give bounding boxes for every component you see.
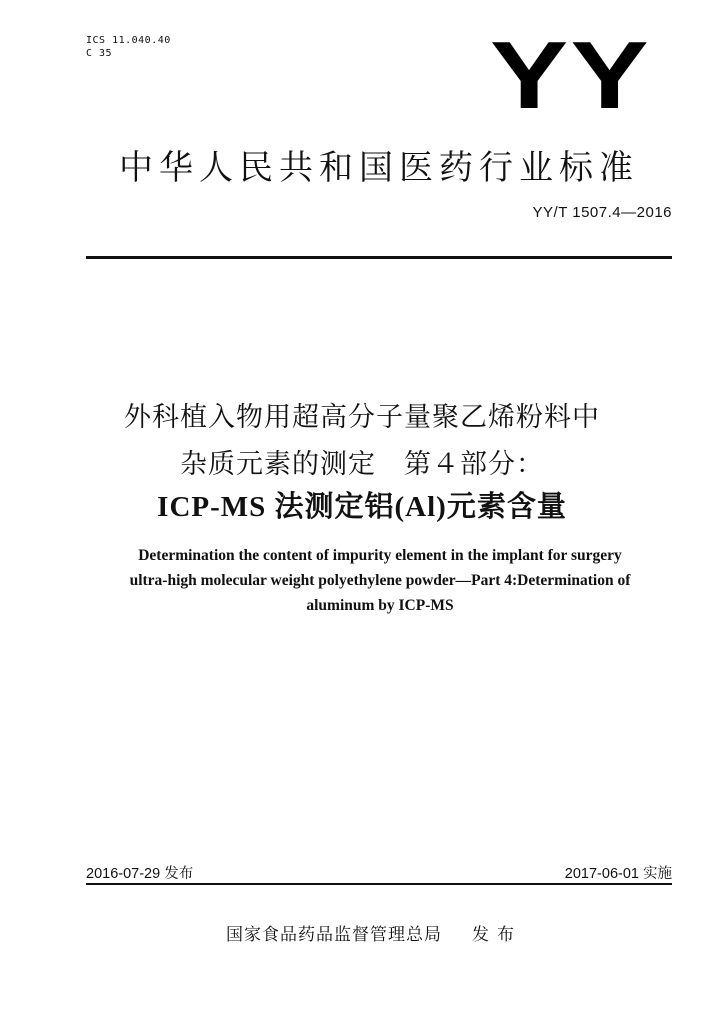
standard-number: YY/T 1507.4—2016 xyxy=(532,204,672,221)
en-title-line-3: aluminum by ICP-MS xyxy=(306,597,454,614)
en-title-line-1: Determination the content of impurity element in the implant for surgery xyxy=(138,547,622,564)
cn-title-line-2: 杂质元素的测定 第４部分： xyxy=(180,449,544,480)
cn-title-line-3: ICP-MS 法测定铝(Al)元素含量 xyxy=(157,491,567,523)
issuer-name: 国家食品药品监督管理总局 xyxy=(226,925,442,945)
implementation-date: 2017-06-01 实施 xyxy=(564,866,672,882)
bottom-divider xyxy=(86,883,672,885)
classification-codes xyxy=(86,34,171,60)
top-divider xyxy=(86,256,672,259)
cn-title-line-1: 外科植入物用超高分子量聚乙烯粉料中 xyxy=(124,402,600,433)
en-title-line-2: ultra-high molecular weight polyethylene powder—Part 4:Determination of xyxy=(129,572,631,589)
yy-logo: YY xyxy=(490,22,652,129)
standard-category: 中华人民共和国医药行业标准 xyxy=(119,148,639,188)
issue-date: 2016-07-29 发布 xyxy=(86,866,194,882)
ics-code: ICS 11.040.40 xyxy=(86,35,171,46)
ccs-code: C 35 xyxy=(86,48,113,59)
release-label: 发布 xyxy=(472,925,522,945)
issuer-line xyxy=(226,920,522,945)
